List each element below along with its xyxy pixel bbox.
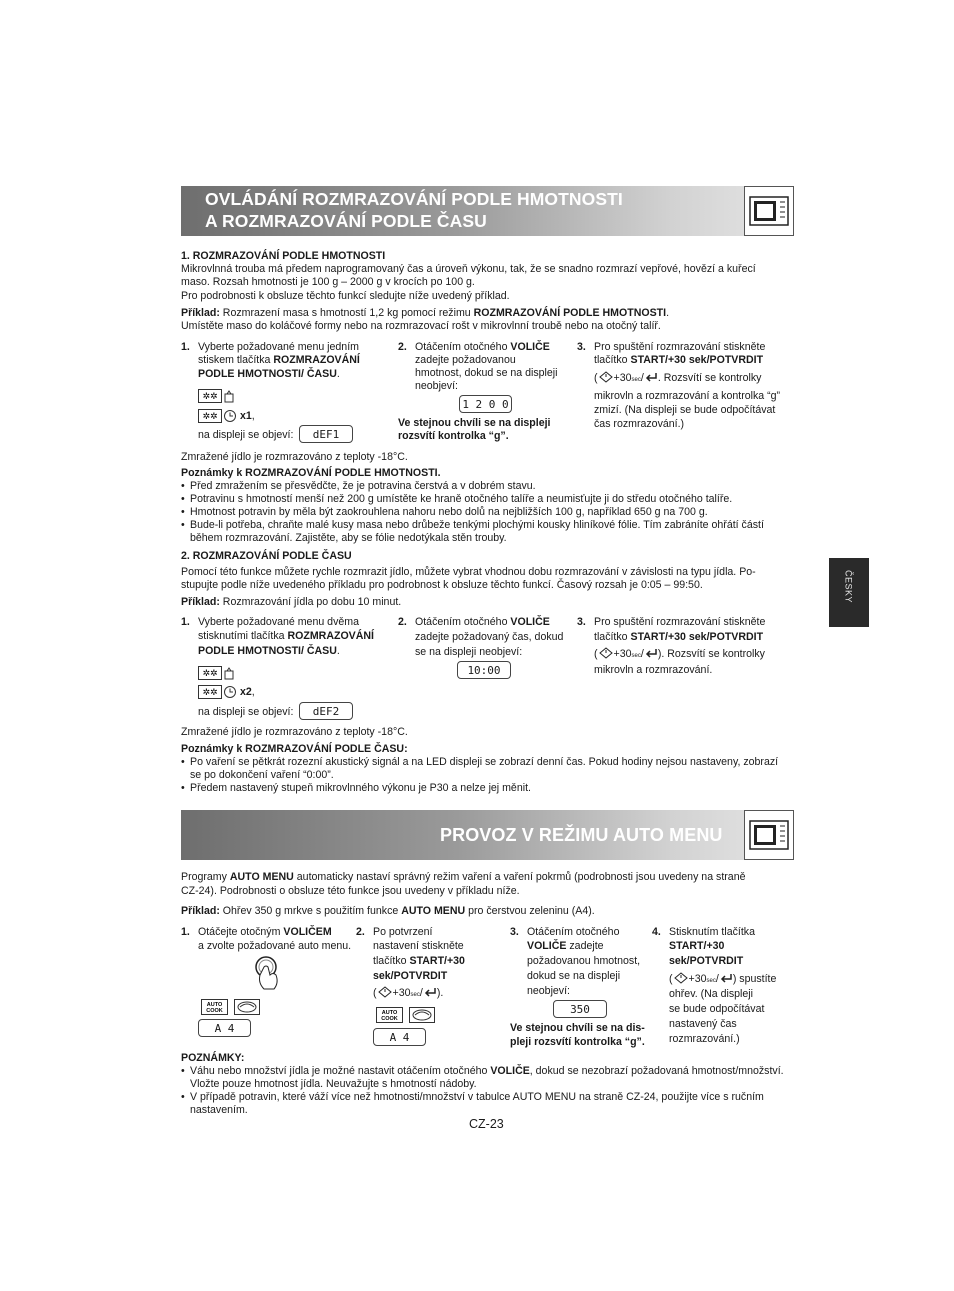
step-text: Pro spuštění rozmrazování stiskněte [594, 616, 766, 628]
step-text: PODLE HMOTNOSTI/ ČASU. [198, 645, 340, 657]
section-heading-weight: 1. ROZMRAZOVÁNÍ PODLE HMOTNOSTI [181, 250, 386, 262]
lcd-display: dEF1 [299, 425, 353, 443]
step-number: 2. [356, 926, 365, 938]
step-text: VOLIČE zadejte [527, 940, 604, 952]
dial-hand-icon [250, 953, 284, 997]
defrost-weight-icon [198, 389, 238, 408]
step-text: dokud se na displeji [527, 970, 621, 982]
step-text: Vyberte požadované menu jedním [198, 341, 359, 353]
svg-text:✲✲: ✲✲ [202, 669, 218, 679]
svg-text:AUTO: AUTO [381, 1010, 398, 1016]
section-banner-defrost [181, 186, 794, 236]
press-count: x2, [240, 686, 255, 698]
step-text: Vyberte požadované menu dvěma [198, 616, 359, 628]
lcd-display: 1 2 0 0 [459, 395, 512, 413]
step-text: tlačítko START/+30 sek/POTVRDIT [594, 354, 764, 366]
example-line: Příklad: Rozmrazení masa s hmotností 1,2 kg pomocí režimu ROZMRAZOVÁNÍ PODLE HMOTNOSTI. [181, 307, 670, 319]
defrost-time-icon [198, 685, 238, 704]
intro-line: stupujte podle níže uvedeného příkladu pro podrobnost k obsluze těchto funkcí. Časový rozsah je 0:05 – 99:50. [181, 579, 703, 591]
intro-line: Programy AUTO MENU automaticky nastaví správný režim vaření a vaření pokrmů (podrobnosti jsou uvedeny na straně [181, 871, 746, 883]
start-button-icon: ( +30sec/ ) spustíte [669, 973, 777, 985]
example-line: Příklad: Rozmrazování jídla po dobu 10 minut. [181, 596, 402, 608]
svg-text:COOK: COOK [381, 1016, 398, 1022]
language-tab: ČESKY [829, 558, 869, 627]
step-text: Otáčejte otočným VOLIČEM [198, 926, 332, 938]
step-number: 1. [181, 616, 190, 628]
start-button-icon: ( +30sec/ ). Rozsvítí se kontrolky [594, 648, 765, 660]
defrost-time-icon [198, 409, 238, 428]
step-text: mikrovln a rozmrazování. [594, 664, 713, 676]
section-banner-auto-menu [181, 810, 794, 860]
notes-title: Poznámky k ROZMRAZOVÁNÍ PODLE HMOTNOSTI. [181, 467, 441, 479]
example-line: Příklad: Ohřev 350 g mrkve s použitím funkce AUTO MENU pro čerstvou zeleninu (A4). [181, 905, 595, 917]
intro-line: Pomocí této funkce můžete rychle rozmrazit jídlo, můžete vybrat vhodnou dobu rozmrazování v závislosti na typu jídla. Po- [181, 566, 756, 578]
intro-line: CZ-24). Podrobnosti o obsluze této funkce jsou uvedeny v příkladu níže. [181, 885, 520, 897]
notes-title: Poznámky k ROZMRAZOVÁNÍ PODLE ČASU: [181, 743, 408, 755]
step-text: stiskem tlačítka ROZMRAZOVÁNÍ [198, 354, 360, 366]
microwave-icon [744, 186, 794, 236]
step-text: čas rozmrazování.) [594, 418, 685, 430]
section-heading-time: 2. ROZMRAZOVÁNÍ PODLE ČASU [181, 550, 352, 562]
defrost-weight-icon [198, 666, 238, 685]
svg-text:✲✲: ✲✲ [202, 392, 218, 402]
step-number: 3. [577, 616, 586, 628]
start-button-icon: ( +30sec/ . Rozsvítí se kontrolky [594, 372, 762, 384]
start-button-icon: ( +30sec/ ). [373, 987, 444, 999]
frozen-note: Zmražené jídlo je rozmrazováno z teploty -18°C. [181, 451, 408, 463]
display-label: na displeji se objeví: [198, 706, 294, 718]
step-text: zadejte požadovanou [415, 354, 516, 366]
lcd-display: A 4 [198, 1019, 251, 1037]
svg-text:AUTO: AUTO [206, 1002, 223, 1008]
intro-line: Pro podrobnosti k obsluze těchto funkcí sledujte níže uvedený příklad. [181, 290, 510, 302]
example-line: Umístěte maso do koláčové formy nebo na rozmrazovací rošt v mikrovlnní troubě nebo na otočný talíř. [181, 320, 661, 332]
svg-text:✲✲: ✲✲ [202, 688, 218, 698]
page-number: CZ-23 [469, 1117, 504, 1131]
lcd-display: 350 [553, 1000, 607, 1018]
step-text: Stisknutím tlačítka [669, 926, 755, 938]
banner-title-line2: A ROZMRAZOVÁNÍ PODLE ČASU [205, 211, 487, 231]
step-text: Otáčením otočného [527, 926, 620, 938]
step-number: 1. [181, 341, 190, 353]
auto-cook-icon [376, 1007, 436, 1029]
step-text: rozmrazování.) [669, 1033, 740, 1045]
step-text: Otáčením otočného VOLIČE [415, 341, 550, 353]
step-number: 3. [510, 926, 519, 938]
step-note: Ve stejnou chvíli se na displeji [398, 417, 551, 429]
step-text: ohřev. (Na displeji [669, 988, 753, 1000]
step-text: neobjeví: [527, 985, 570, 997]
banner-title: PROVOZ V REŽIMU AUTO MENU [440, 825, 723, 845]
step-text: Po potvrzení [373, 926, 433, 938]
step-text: zadejte požadovaný čas, dokud [415, 631, 564, 643]
step-text: se bude odpočítávat [669, 1003, 765, 1015]
step-text: sek/POTVRDIT [669, 955, 744, 967]
svg-text:COOK: COOK [206, 1008, 223, 1014]
svg-text:✲✲: ✲✲ [202, 412, 218, 422]
step-text: zmizí. (Na displeji se bude odpočítávat [594, 404, 776, 416]
step-number: 2. [398, 341, 407, 353]
press-count: x1, [240, 410, 255, 422]
step-text: neobjeví: [415, 380, 458, 392]
step-text: se na displeji neobjeví: [415, 646, 523, 658]
step-text: a zvolte požadované auto menu. [198, 940, 352, 952]
frozen-note: Zmražené jídlo je rozmrazováno z teploty -18°C. [181, 726, 408, 738]
lcd-display: dEF2 [299, 702, 353, 720]
step-text: tlačítko START/+30 sek/POTVRDIT [594, 631, 764, 643]
banner-title-line1: OVLÁDÁNÍ ROZMRAZOVÁNÍ PODLE HMOTNOSTI [205, 189, 623, 209]
step-text: mikrovln a rozmrazování a kontrolka “g” [594, 390, 781, 402]
step-number: 3. [577, 341, 586, 353]
step-text: nastavení stiskněte [373, 940, 464, 952]
step-note: pleji rozsvítí kontrolka “g”. [510, 1036, 645, 1048]
intro-line: maso. Rozsah hmotnosti je 100 g – 2000 g v krocích po 100 g. [181, 276, 475, 288]
step-number: 1. [181, 926, 190, 938]
step-text: sek/POTVRDIT [373, 970, 448, 982]
display-label: na displeji se objeví: [198, 429, 294, 441]
step-text: Pro spuštění rozmrazování stiskněte [594, 341, 766, 353]
lcd-display: 10:00 [457, 661, 511, 679]
step-number: 2. [398, 616, 407, 628]
step-text: START/+30 [669, 940, 725, 952]
intro-line: Mikrovlnná trouba má předem naprogramovaný čas a úroveň výkonu, tak, že se snadno rozmrazí vepřové, hovězí a kuřecí [181, 263, 756, 275]
notes-title: POZNÁMKY: [181, 1052, 245, 1064]
step-text: stisknutími tlačítka ROZMRAZOVÁNÍ [198, 630, 374, 642]
step-text: Otáčením otočného VOLIČE [415, 616, 550, 628]
step-text: tlačítko START/+30 [373, 955, 465, 967]
step-note: rozsvítí kontrolka “g”. [398, 430, 509, 442]
step-note: Ve stejnou chvíli se na dis- [510, 1022, 645, 1034]
step-text: nastavený čas [669, 1018, 737, 1030]
step-number: 4. [652, 926, 661, 938]
step-text: PODLE HMOTNOSTI/ ČASU. [198, 368, 340, 380]
step-text: požadovanou hmotnost, [527, 955, 641, 967]
step-text: hmotnost, dokud se na displeji [415, 367, 558, 379]
microwave-icon [744, 810, 794, 860]
lcd-display: A 4 [373, 1028, 426, 1046]
